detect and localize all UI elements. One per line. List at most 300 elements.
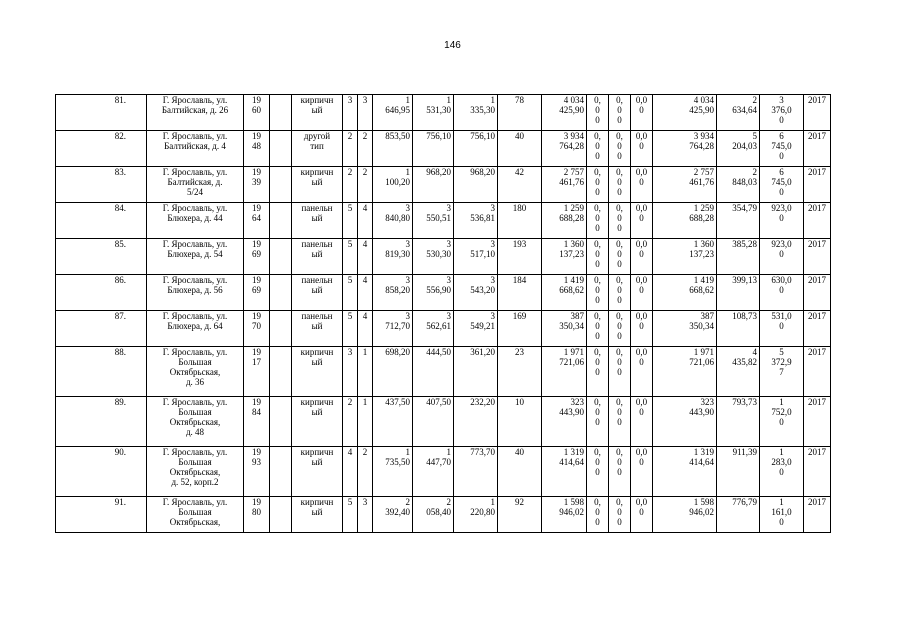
cell-line: 3	[405, 275, 410, 285]
cell-line: ый	[311, 213, 323, 223]
table-row	[56, 311, 831, 347]
cell-line: Октябрьская,	[169, 467, 221, 477]
cell-line: Большая	[178, 407, 212, 417]
cell-line: 745,0	[771, 177, 792, 187]
cell-line: 773,70	[470, 447, 495, 457]
cell-line: другой	[303, 131, 331, 141]
cell-line: 0,	[616, 239, 623, 249]
cell-area-residential	[454, 95, 498, 131]
cell-line: д. 48	[185, 427, 205, 437]
cell-line: 0	[595, 357, 600, 367]
cell-line: 698,20	[385, 347, 410, 357]
cell-line: 0,	[616, 203, 623, 213]
cell-fund-3	[631, 275, 653, 311]
cell-number: 86.	[56, 275, 147, 311]
cell-line: 350,34	[689, 321, 714, 331]
cell-line: кирпичн	[300, 447, 334, 457]
cell-line: 60	[252, 105, 261, 115]
cell-line: 848,03	[732, 177, 757, 187]
cell-line: 923,0	[771, 239, 792, 249]
cell-line: 0	[779, 249, 784, 259]
cell-line: 1	[779, 497, 784, 507]
cell-fund-1	[587, 275, 609, 311]
cell-line: 0	[617, 517, 622, 527]
cell-line: 1 419	[693, 275, 714, 285]
cell-entrances: 1	[358, 397, 373, 447]
cell-fund-2	[609, 347, 631, 397]
cell-line: 0,	[616, 447, 623, 457]
cell-line: 0,	[616, 131, 623, 141]
cell-line: 1 319	[563, 447, 584, 457]
cell-area-residential	[454, 497, 498, 533]
table-row	[56, 203, 831, 239]
cell-fund-1	[587, 311, 609, 347]
cell-year-built	[244, 203, 270, 239]
cell-plan-year: 2017	[804, 167, 831, 203]
cell-cost	[542, 239, 587, 275]
cell-line: 1 259	[563, 203, 584, 213]
cell-entrances: 4	[358, 239, 373, 275]
cell-line: 3	[779, 95, 784, 105]
cell-residents: 193	[498, 239, 542, 275]
cell-address	[147, 497, 244, 533]
cell-line: Г. Ярославль, ул.	[162, 311, 228, 321]
cell-line: 461,76	[689, 177, 714, 187]
cell-line: 0,	[594, 239, 601, 249]
cell-line: Г. Ярославль, ул.	[162, 203, 228, 213]
housing-register-table	[55, 94, 831, 533]
cell-number: 84.	[56, 203, 147, 239]
cell-cost-owners	[653, 447, 717, 497]
cell-area-total	[373, 311, 413, 347]
cell-line: 3	[405, 203, 410, 213]
cell-line: 0	[779, 115, 784, 125]
cell-line: 372,9	[771, 357, 792, 367]
cell-line: 688,28	[559, 213, 584, 223]
cell-line: 3	[446, 275, 451, 285]
cell-line: Балтийская, д. 4	[164, 141, 226, 151]
cell-line: Большая	[178, 457, 212, 467]
cell-line: 946,02	[689, 507, 714, 517]
cell-line: 387	[570, 311, 584, 321]
cell-line: 0	[639, 249, 644, 259]
cell-line: Г. Ярославль, ул.	[162, 131, 228, 141]
cell-line: 3	[490, 275, 495, 285]
cell-empty	[270, 167, 292, 203]
cell-floors: 3	[343, 95, 358, 131]
cell-empty	[270, 447, 292, 497]
cell-line: 435,82	[732, 357, 757, 367]
cell-wall-material	[292, 497, 343, 533]
cell-line: 3	[490, 239, 495, 249]
cell-line: 0	[639, 285, 644, 295]
cell-address	[147, 275, 244, 311]
cell-fund-3	[631, 497, 653, 533]
cell-line: 0	[595, 517, 600, 527]
cell-line: 0	[639, 407, 644, 417]
cell-line: 764,28	[559, 141, 584, 151]
cell-line: кирпичн	[300, 397, 334, 407]
cell-line: Г. Ярославль, ул.	[162, 347, 228, 357]
cell-fund-3	[631, 311, 653, 347]
cell-line: 0	[617, 151, 622, 161]
cell-residents: 42	[498, 167, 542, 203]
table-row	[56, 239, 831, 275]
cell-line: 634,64	[732, 105, 757, 115]
cell-line: 1 360	[693, 239, 714, 249]
cell-line: 335,30	[470, 105, 495, 115]
cell-line: 1 259	[693, 203, 714, 213]
cell-line: панельн	[301, 275, 333, 285]
cell-line: ый	[311, 285, 323, 295]
cell-line: 0	[779, 517, 784, 527]
cell-line: 793,73	[732, 397, 757, 407]
cell-cost	[542, 497, 587, 533]
cell-line: 752,0	[771, 407, 792, 417]
cell-plan-year: 2017	[804, 311, 831, 347]
cell-area-living	[413, 397, 454, 447]
cell-line: 1 971	[693, 347, 714, 357]
cell-area-total	[373, 447, 413, 497]
cell-line: 0	[617, 187, 622, 197]
cell-line: 1 360	[563, 239, 584, 249]
cell-line: 0	[617, 467, 622, 477]
cell-area-living	[413, 95, 454, 131]
cell-line: 444,50	[426, 347, 451, 357]
cell-line: 1 319	[693, 447, 714, 457]
cell-line: 80	[252, 507, 261, 517]
cell-line: 19	[252, 347, 261, 357]
cell-address	[147, 95, 244, 131]
cell-line: 0	[617, 249, 622, 259]
cell-area-living	[413, 131, 454, 167]
cell-fund-1	[587, 397, 609, 447]
cell-floors: 5	[343, 311, 358, 347]
cell-line: 0,0	[635, 95, 648, 105]
cell-line: 0,	[594, 447, 601, 457]
cell-line: кирпичн	[300, 167, 334, 177]
cell-line: 2 757	[693, 167, 714, 177]
cell-line: 3 934	[563, 131, 584, 141]
cell-line: 549,21	[470, 321, 495, 331]
cell-line: 399,13	[732, 275, 757, 285]
cell-cost-owners	[653, 497, 717, 533]
cell-floors: 5	[343, 275, 358, 311]
cell-line: Блюхера, д. 56	[167, 285, 223, 295]
cell-line: 0,	[594, 275, 601, 285]
cell-cost-owners	[653, 347, 717, 397]
cell-max-cost	[760, 311, 804, 347]
cell-line: 712,70	[385, 321, 410, 331]
cell-plan-year: 2017	[804, 347, 831, 397]
cell-area-residential	[454, 311, 498, 347]
cell-line: 437,50	[385, 397, 410, 407]
cell-line: 0,	[594, 347, 601, 357]
cell-line: 19	[252, 95, 261, 105]
cell-number: 83.	[56, 167, 147, 203]
cell-fund-2	[609, 203, 631, 239]
cell-line: 756,10	[426, 131, 451, 141]
cell-line: 0	[639, 457, 644, 467]
cell-max-cost	[760, 167, 804, 203]
cell-line: 425,90	[559, 105, 584, 115]
cell-line: Г. Ярославль, ул.	[162, 497, 228, 507]
cell-empty	[270, 311, 292, 347]
cell-area-living	[413, 275, 454, 311]
cell-line: 0,	[594, 203, 601, 213]
cell-line: 668,62	[559, 285, 584, 295]
cell-line: 1 419	[563, 275, 584, 285]
cell-line: 0,	[594, 167, 601, 177]
cell-line: 0	[617, 367, 622, 377]
cell-fund-2	[609, 95, 631, 131]
cell-number: 89.	[56, 397, 147, 447]
cell-line: 0	[595, 105, 600, 115]
cell-area-total	[373, 95, 413, 131]
cell-line: ый	[311, 507, 323, 517]
cell-residents: 40	[498, 131, 542, 167]
cell-line: 0	[617, 105, 622, 115]
cell-line: 0,	[616, 167, 623, 177]
cell-line: 923,0	[771, 203, 792, 213]
cell-specific-cost	[717, 347, 760, 397]
table-row	[56, 275, 831, 311]
cell-line: 108,73	[732, 311, 757, 321]
cell-fund-2	[609, 131, 631, 167]
cell-residents: 169	[498, 311, 542, 347]
table-row	[56, 447, 831, 497]
cell-line: 819,30	[385, 249, 410, 259]
cell-fund-1	[587, 497, 609, 533]
cell-plan-year: 2017	[804, 397, 831, 447]
cell-line: 0	[617, 177, 622, 187]
cell-line: 0,0	[635, 311, 648, 321]
cell-max-cost	[760, 239, 804, 275]
cell-line: 385,28	[732, 239, 757, 249]
cell-empty	[270, 131, 292, 167]
cell-fund-2	[609, 397, 631, 447]
cell-area-living	[413, 239, 454, 275]
cell-specific-cost	[717, 447, 760, 497]
cell-line: Балтийская, д.	[167, 177, 223, 187]
cell-cost	[542, 397, 587, 447]
cell-line: 220,80	[470, 507, 495, 517]
cell-line: 0	[595, 141, 600, 151]
cell-line: 0,0	[635, 497, 648, 507]
cell-line: 39	[252, 177, 261, 187]
cell-specific-cost	[717, 131, 760, 167]
cell-entrances: 4	[358, 275, 373, 311]
cell-line: 0	[595, 213, 600, 223]
cell-fund-3	[631, 397, 653, 447]
cell-year-built	[244, 95, 270, 131]
cell-line: 0,0	[635, 275, 648, 285]
cell-line: 968,20	[426, 167, 451, 177]
cell-line: 3	[405, 239, 410, 249]
cell-line: Г. Ярославль, ул.	[162, 95, 228, 105]
cell-line: 4	[752, 347, 757, 357]
cell-floors: 5	[343, 239, 358, 275]
cell-line: 3	[446, 239, 451, 249]
cell-address	[147, 239, 244, 275]
cell-cost-owners	[653, 239, 717, 275]
cell-plan-year: 2017	[804, 497, 831, 533]
cell-line: 776,79	[732, 497, 757, 507]
cell-line: 0,0	[635, 167, 648, 177]
cell-line: 0	[617, 417, 622, 427]
cell-floors: 3	[343, 347, 358, 397]
cell-residents: 92	[498, 497, 542, 533]
cell-empty	[270, 239, 292, 275]
cell-number: 87.	[56, 311, 147, 347]
cell-line: 0,	[594, 131, 601, 141]
cell-line: 946,02	[559, 507, 584, 517]
cell-line: ый	[311, 321, 323, 331]
cell-max-cost	[760, 447, 804, 497]
cell-line: 0	[595, 177, 600, 187]
cell-year-built	[244, 397, 270, 447]
cell-line: Блюхера, д. 64	[167, 321, 223, 331]
table-row	[56, 95, 831, 131]
cell-line: 447,70	[426, 457, 451, 467]
cell-line: 0,	[616, 397, 623, 407]
cell-empty	[270, 203, 292, 239]
cell-line: 19	[252, 397, 261, 407]
cell-cost-owners	[653, 311, 717, 347]
cell-floors: 5	[343, 203, 358, 239]
cell-line: 1	[405, 447, 410, 457]
cell-line: 0	[595, 151, 600, 161]
cell-line: 0,	[594, 311, 601, 321]
cell-specific-cost	[717, 95, 760, 131]
cell-wall-material	[292, 167, 343, 203]
cell-number: 85.	[56, 239, 147, 275]
cell-line: 0	[617, 407, 622, 417]
cell-line: 3	[446, 311, 451, 321]
cell-line: 756,10	[470, 131, 495, 141]
cell-line: 3	[490, 311, 495, 321]
cell-line: 323	[700, 397, 714, 407]
cell-line: 0,0	[635, 347, 648, 357]
cell-line: 1	[779, 397, 784, 407]
cell-line: 745,0	[771, 141, 792, 151]
cell-line: 0	[617, 457, 622, 467]
cell-area-living	[413, 311, 454, 347]
cell-area-total	[373, 397, 413, 447]
cell-wall-material	[292, 311, 343, 347]
cell-specific-cost	[717, 497, 760, 533]
cell-fund-1	[587, 239, 609, 275]
cell-entrances: 3	[358, 95, 373, 131]
cell-line: 0,0	[635, 447, 648, 457]
cell-line: 0	[617, 285, 622, 295]
cell-address	[147, 203, 244, 239]
cell-wall-material	[292, 397, 343, 447]
cell-fund-3	[631, 95, 653, 131]
cell-area-residential	[454, 203, 498, 239]
cell-line: ый	[311, 407, 323, 417]
cell-fund-1	[587, 203, 609, 239]
cell-line: 0	[595, 321, 600, 331]
cell-line: 0,	[616, 311, 623, 321]
cell-line: 0	[639, 213, 644, 223]
cell-cost-owners	[653, 203, 717, 239]
cell-line: кирпичн	[300, 347, 334, 357]
cell-line: 0	[779, 213, 784, 223]
cell-line: панельн	[301, 239, 333, 249]
cell-line: 3	[446, 203, 451, 213]
cell-line: 550,51	[426, 213, 451, 223]
cell-cost-owners	[653, 131, 717, 167]
cell-line: 323	[570, 397, 584, 407]
cell-fund-1	[587, 167, 609, 203]
cell-area-residential	[454, 397, 498, 447]
cell-max-cost	[760, 95, 804, 131]
cell-line: 1	[490, 497, 495, 507]
cell-line: 1	[490, 95, 495, 105]
cell-wall-material	[292, 347, 343, 397]
cell-line: 0,0	[635, 203, 648, 213]
cell-line: Г. Ярославль, ул.	[162, 447, 228, 457]
cell-line: 0	[617, 507, 622, 517]
cell-line: 1 598	[693, 497, 714, 507]
cell-line: 425,90	[689, 105, 714, 115]
cell-specific-cost	[717, 311, 760, 347]
cell-line: 19	[252, 239, 261, 249]
cell-address	[147, 131, 244, 167]
cell-line: 536,81	[470, 213, 495, 223]
cell-line: 3 934	[693, 131, 714, 141]
cell-line: Блюхера, д. 44	[167, 213, 223, 223]
cell-line: Г. Ярославль, ул.	[162, 275, 228, 285]
cell-entrances: 1	[358, 347, 373, 397]
cell-line: 968,20	[470, 167, 495, 177]
cell-residents: 184	[498, 275, 542, 311]
cell-max-cost	[760, 203, 804, 239]
cell-area-total	[373, 275, 413, 311]
cell-line: Блюхера, д. 54	[167, 249, 223, 259]
cell-wall-material	[292, 275, 343, 311]
cell-line: 2	[752, 95, 757, 105]
cell-residents: 78	[498, 95, 542, 131]
cell-line: 100,20	[385, 177, 410, 187]
cell-line: 3	[490, 203, 495, 213]
cell-line: панельн	[301, 311, 333, 321]
cell-number: 88.	[56, 347, 147, 397]
cell-line: Октябрьская,	[169, 367, 221, 377]
cell-fund-1	[587, 95, 609, 131]
cell-line: 721,06	[689, 357, 714, 367]
cell-line: 517,10	[470, 249, 495, 259]
cell-wall-material	[292, 131, 343, 167]
cell-line: 0	[595, 223, 600, 233]
cell-line: 0,	[594, 95, 601, 105]
cell-fund-2	[609, 497, 631, 533]
cell-line: 5	[752, 131, 757, 141]
cell-cost-owners	[653, 397, 717, 447]
cell-line: 1	[405, 95, 410, 105]
cell-cost	[542, 347, 587, 397]
cell-line: 161,0	[771, 507, 792, 517]
cell-fund-3	[631, 203, 653, 239]
cell-area-total	[373, 239, 413, 275]
cell-line: 0	[617, 223, 622, 233]
cell-line: 48	[252, 141, 261, 151]
cell-line: 283,0	[771, 457, 792, 467]
cell-line: 530,30	[426, 249, 451, 259]
cell-area-total	[373, 203, 413, 239]
cell-max-cost	[760, 497, 804, 533]
